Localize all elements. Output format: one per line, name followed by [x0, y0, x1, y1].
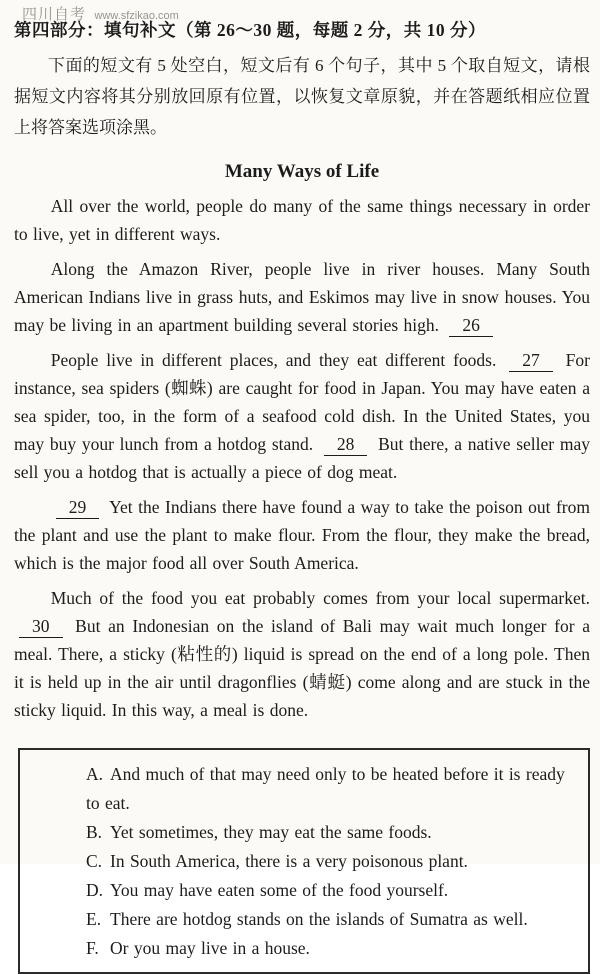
option-row-f: [86, 934, 582, 963]
answer-blank-29: 29: [56, 497, 100, 519]
passage-text: Yet the Indians there have found a way to take the poison out from the plant and use the plant to make flour. From the flour, they make the bread, which is the major food all over South America.: [14, 497, 590, 573]
answer-blank-28: 28: [324, 434, 368, 456]
passage-text: Much of the food you eat probably comes from your local supermarket.: [50, 588, 590, 608]
option-text: You may have eaten some of the food yourself.: [110, 880, 449, 900]
answer-blank-26: 26: [449, 315, 493, 337]
option-row-a: [86, 760, 582, 818]
passage-title: Many Ways of Life: [224, 161, 380, 182]
passage-text: But there, a native seller may sell you a hotdog that is actually a piece of dog meat.: [14, 434, 590, 482]
section-heading: 第四部分：填句补文（第 26～30 题，每题 2 分，共 10 分）: [14, 20, 486, 40]
answer-blank-27: 27: [509, 350, 553, 372]
passage-paragraph: [14, 346, 590, 486]
option-letter: D.: [86, 880, 104, 900]
passage-text: But an Indonesian on the island of Bali may wait much longer for a meal. There, a sticky (粘性的) liquid is spread on the end of a long pole. Then it is held up in the air until dragonflies (蜻蜓) come along and are stuck in the sticky liquid. In this way, a meal is done.: [14, 616, 590, 720]
passage-text: All over the world, people do many of the same things necessary in order to live, yet in different ways.: [14, 196, 590, 244]
option-text: Or you may live in a house.: [110, 938, 310, 958]
option-letter: F.: [86, 938, 99, 958]
option-row-c: [86, 847, 582, 876]
options-box: [18, 748, 590, 974]
option-letter: C.: [86, 851, 103, 871]
option-text: There are hotdog stands on the islands of Sumatra as well.: [110, 909, 528, 929]
watermark: [22, 3, 179, 24]
passage-text: People live in different places, and they eat different foods.: [50, 350, 505, 370]
passage-body: [14, 192, 590, 724]
watermark-url: www.sfzikao.com: [94, 10, 179, 22]
answer-blank-30: 30: [19, 616, 63, 638]
passage-paragraph: [14, 584, 590, 724]
passage-text: Along the Amazon River, people live in river houses. Many South American Indians live in grass huts, and Eskimos may live in snow houses. You may be living in an apartment building several stories high.: [14, 259, 590, 335]
option-letter: B.: [86, 822, 103, 842]
passage-paragraph: [14, 493, 590, 577]
passage-paragraph: [14, 255, 590, 339]
option-row-b: [86, 818, 582, 847]
option-text: In South America, there is a very poisonous plant.: [110, 851, 468, 871]
option-letter: E.: [86, 909, 102, 929]
option-row-e: [86, 905, 582, 934]
option-text: Yet sometimes, they may eat the same foods.: [110, 822, 432, 842]
instructions-text: 下面的短文有 5 处空白，短文后有 6 个句子，其中 5 个取自短文，请根据短文内容将其分别放回原有位置，以恢复文章原貌，并在答题纸相应位置上将答案选项涂黑。: [14, 56, 590, 137]
option-row-d: [86, 876, 582, 905]
passage-paragraph: [14, 192, 590, 248]
option-text: And much of that may need only to be heated before it is ready to eat.: [86, 764, 565, 813]
option-letter: A.: [86, 764, 104, 784]
passage-text: For instance, sea spiders (蜘蛛) are caught for food in Japan. You may have eaten a sea spider, too, in the form of a seafood cold dish. In the United States, you may buy your lunch from a hotdog stand.: [14, 350, 590, 454]
watermark-site: 四川自考: [22, 6, 87, 23]
